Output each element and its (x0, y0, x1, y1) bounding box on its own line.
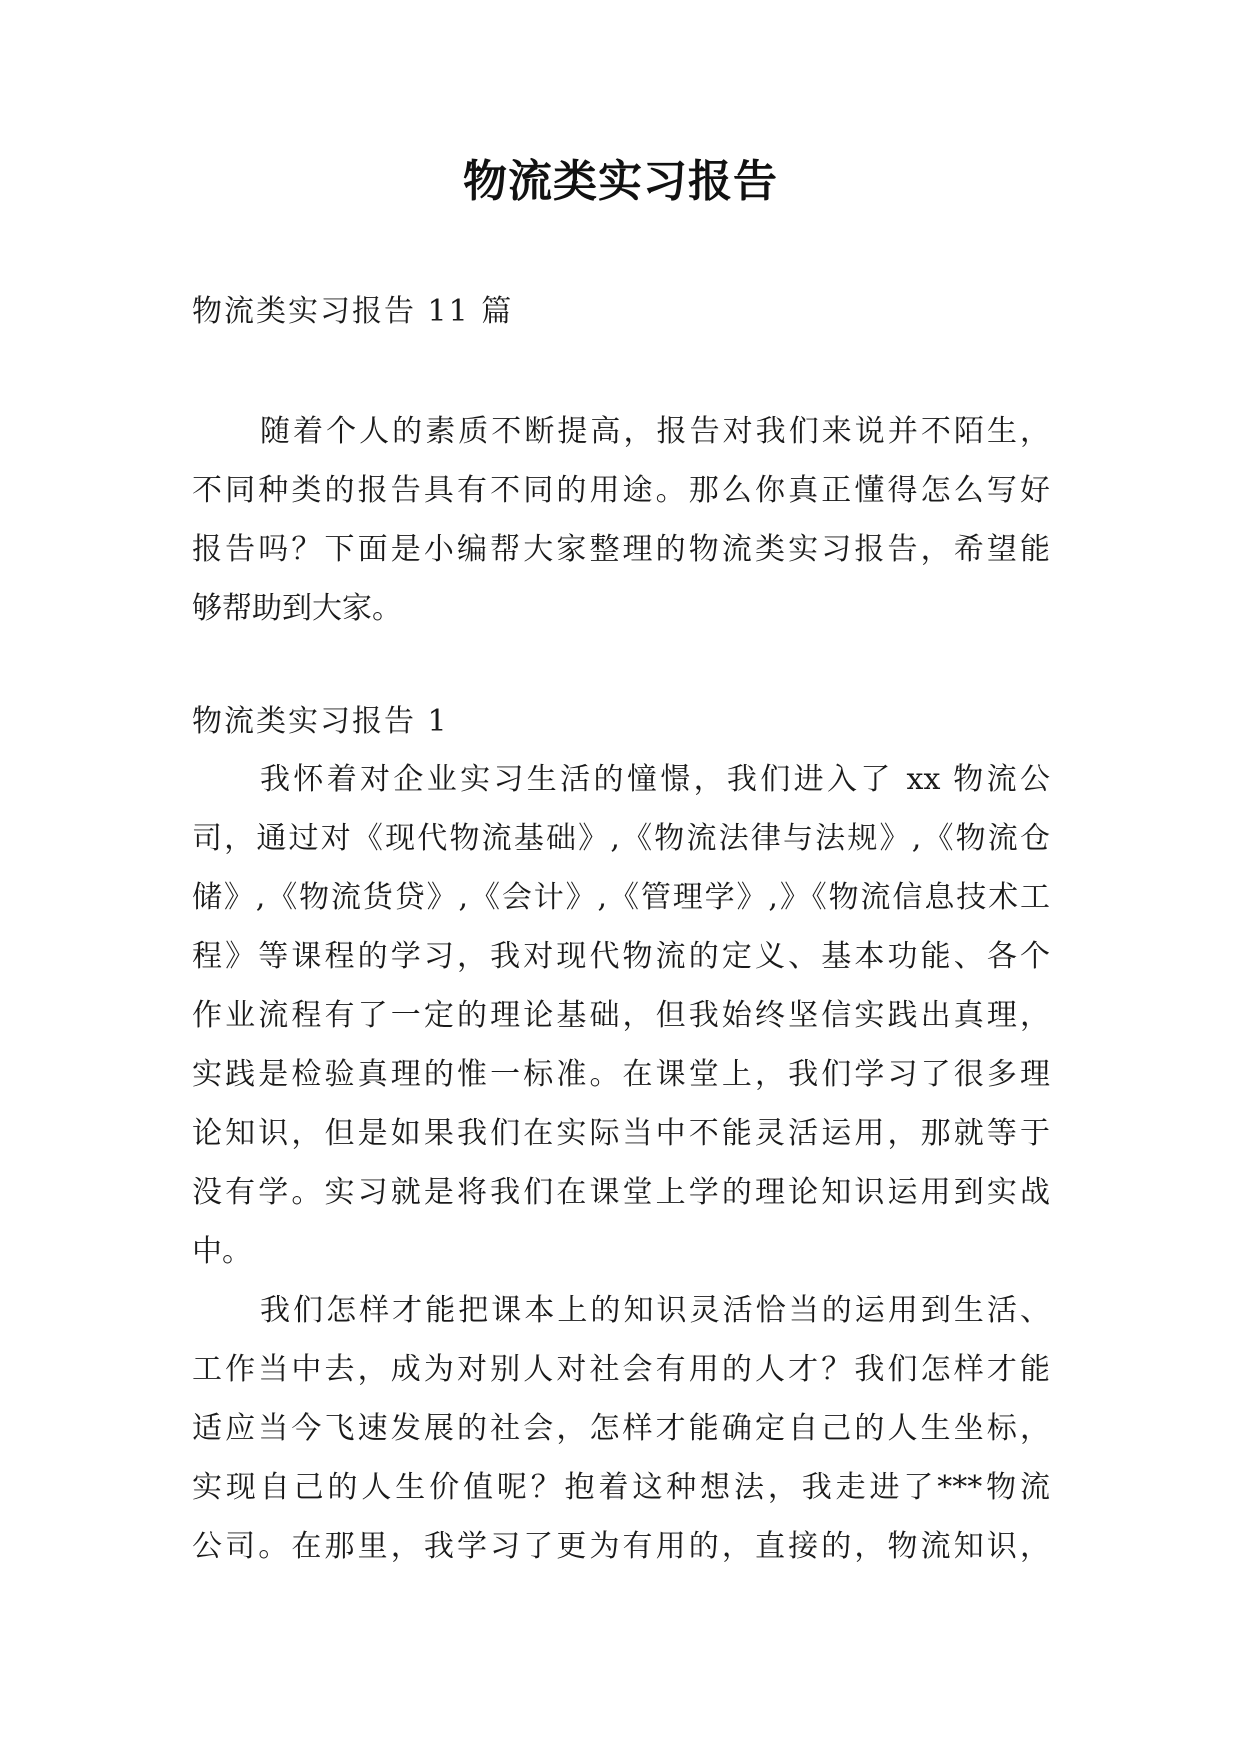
paragraph-line: 司，通过对《现代物流基础》,《物流法律与法规》,《物流仓 (192, 821, 1050, 856)
paragraph-line: 适应当今飞速发展的社会，怎样才能确定自己的人生坐标， (192, 1411, 1050, 1446)
paragraph-line: 储》,《物流货贷》,《会计》,《管理学》,》《物流信息技术工 (192, 880, 1050, 915)
intro-line: 不同种类的报告具有不同的用途。那么你真正懂得怎么写好 (192, 473, 1050, 508)
paragraph-line: 工作当中去，成为对别人对社会有用的人才？我们怎样才能 (192, 1352, 1050, 1387)
paragraph-line: 我怀着对企业实习生活的憧憬，我们进入了 xx 物流公 (260, 762, 1050, 797)
paragraph-line: 实现自己的人生价值呢？抱着这种想法，我走进了***物流 (192, 1470, 1050, 1505)
document-title: 物流类实习报告 (463, 156, 778, 207)
intro-line: 报告吗？下面是小编帮大家整理的物流类实习报告，希望能 (192, 532, 1050, 567)
paragraph-line: 作业流程有了一定的理论基础，但我始终坚信实践出真理， (192, 998, 1050, 1033)
paragraph-line: 实践是检验真理的惟一标准。在课堂上，我们学习了很多理 (192, 1057, 1050, 1092)
section-heading: 物流类实习报告 1 (192, 704, 449, 739)
document-subtitle: 物流类实习报告 11 篇 (192, 294, 514, 329)
paragraph-line: 程》等课程的学习，我对现代物流的定义、基本功能、各个 (192, 939, 1050, 974)
intro-line: 够帮助到大家。 (192, 591, 402, 626)
paragraph-line: 我们怎样才能把课本上的知识灵活恰当的运用到生活、 (260, 1293, 1050, 1328)
intro-line: 随着个人的素质不断提高，报告对我们来说并不陌生， (260, 414, 1050, 449)
paragraph-line: 没有学。实习就是将我们在课堂上学的理论知识运用到实战 (192, 1175, 1050, 1210)
paragraph-line: 中。 (192, 1234, 252, 1269)
paragraph-line: 论知识，但是如果我们在实际当中不能灵活运用，那就等于 (192, 1116, 1050, 1151)
paragraph-line: 公司。在那里，我学习了更为有用的，直接的，物流知识， (192, 1529, 1050, 1564)
